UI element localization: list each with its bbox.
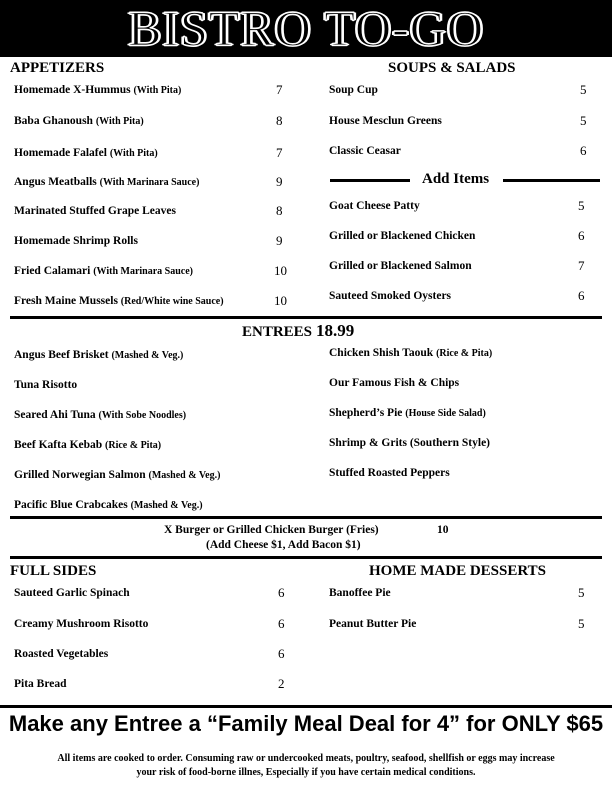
sides-heading: FULL SIDES	[10, 563, 97, 579]
entree-item-name: Stuffed Roasted Peppers	[329, 467, 450, 479]
add-item-item-name: Grilled or Blackened Chicken	[329, 230, 476, 242]
dessert-item-price: 5	[578, 616, 585, 631]
appetizer-item-name: Angus Meatballs	[14, 176, 97, 188]
add-item-item-name: Grilled or Blackened Salmon	[329, 260, 472, 272]
appetizer-item-price: 10	[274, 293, 287, 308]
dessert-item	[329, 617, 416, 631]
appetizer-item-note: (With Pita)	[109, 148, 158, 159]
add-item-item-price: 7	[578, 258, 585, 273]
appetizer-item-name: Fried Calamari	[14, 265, 91, 277]
burger-addons: (Add Cheese $1, Add Bacon $1)	[206, 539, 361, 551]
appetizer-item-price: 10	[274, 263, 287, 278]
appetizer-item-note: (With Marinara Sauce)	[99, 177, 200, 188]
entree-item-note: (With Sobe Noodles)	[98, 410, 187, 421]
add-item-item-price: 6	[578, 288, 585, 303]
entree-item-name: Angus Beef Brisket	[14, 349, 109, 361]
footer-rule	[0, 705, 612, 708]
side-item-price: 6	[278, 585, 285, 600]
entree-item-name: Shrimp & Grits (Southern Style)	[329, 437, 490, 449]
entree-item-note: (Mashed & Veg.)	[148, 470, 221, 481]
appetizer-item-name: Homemade Falafel	[14, 147, 107, 159]
appetizer-item-name: Homemade X-Hummus	[14, 84, 131, 96]
dessert-item-price: 5	[578, 585, 585, 600]
add-item-item-price: 5	[578, 198, 585, 213]
add-items-heading: Add Items	[422, 171, 490, 187]
entrees-heading	[242, 321, 354, 341]
burger-rule-bottom	[10, 556, 602, 559]
burger-item: X Burger or Grilled Chicken Burger (Fries)	[164, 524, 379, 536]
add-item-item	[329, 229, 475, 243]
side-item	[14, 617, 148, 631]
add-items-rule-right	[503, 179, 600, 182]
add-items-rule-left	[330, 179, 410, 182]
entree-item-name: Our Famous Fish & Chips	[329, 377, 460, 389]
appetizer-item-name: Homemade Shrimp Rolls	[14, 235, 138, 247]
burger-rule-top	[10, 516, 602, 519]
soups-heading: SOUPS & SALADS	[388, 60, 516, 76]
appetizers-heading: APPETIZERS	[10, 60, 105, 76]
entree-item-name: Grilled Norwegian Salmon	[14, 469, 146, 481]
appetizer-item	[14, 175, 199, 190]
entree-item-name: Pacific Blue Crabcakes	[14, 499, 128, 511]
side-item	[14, 586, 130, 600]
side-item-price: 2	[278, 676, 285, 691]
side-item-name: Roasted Vegetables	[14, 648, 109, 660]
entrees-price: 18.99	[316, 321, 355, 340]
desserts-heading: HOME MADE DESSERTS	[369, 563, 547, 579]
soup-item-name: House Mesclun Greens	[329, 115, 442, 127]
dessert-item	[329, 586, 391, 600]
side-item-price: 6	[278, 616, 285, 631]
disclaimer-line-1: All items are cooked to order. Consuming raw or undercooked meats, poultry, seafood, shellfish or eggs may increase	[57, 753, 555, 764]
appetizer-item-price: 7	[276, 145, 283, 160]
side-item	[14, 647, 108, 661]
appetizer-item	[14, 234, 138, 249]
entree-item	[14, 408, 186, 423]
soup-item-price: 6	[580, 143, 587, 158]
add-item-item	[329, 259, 472, 273]
appetizer-item-price: 8	[276, 203, 283, 218]
dessert-item-name: Banoffee Pie	[329, 587, 391, 599]
appetizer-item-price: 7	[276, 82, 283, 97]
entree-item-note: (Mashed & Veg.)	[130, 500, 203, 511]
dessert-item-name: Peanut Butter Pie	[329, 618, 417, 630]
appetizer-item-note: (With Marinara Sauce)	[93, 266, 194, 277]
entree-item-note: (Rice & Pita)	[105, 440, 162, 451]
appetizer-item-note: (With Pita)	[95, 116, 144, 127]
soup-item	[329, 83, 378, 97]
appetizer-item-note: (With Pita)	[133, 85, 182, 96]
entree-item-name: Seared Ahi Tuna	[14, 409, 96, 421]
side-item	[14, 677, 67, 691]
soup-item-price: 5	[580, 113, 587, 128]
entree-item-name: Chicken Shish Taouk	[329, 347, 434, 359]
appetizer-item-price: 8	[276, 113, 283, 128]
add-item-item	[329, 289, 451, 303]
appetizer-item	[14, 204, 176, 219]
family-meal-deal: Make any Entree a “Family Meal Deal for 4” for ONLY $65	[8, 711, 604, 736]
appetizer-item	[14, 146, 158, 161]
soup-item-price: 5	[580, 82, 587, 97]
side-item-name: Sauteed Garlic Spinach	[14, 587, 130, 599]
appetizer-item-name: Marinated Stuffed Grape Leaves	[14, 205, 176, 217]
entree-item	[14, 438, 161, 453]
menu-title: BISTRO TO-GO	[127, 0, 485, 56]
add-item-item-price: 6	[578, 228, 585, 243]
appetizer-item-name: Baba Ghanoush	[14, 115, 93, 127]
entree-item	[14, 378, 77, 393]
entrees-rule-top	[10, 316, 602, 319]
entree-item-name: Tuna Risotto	[14, 379, 78, 391]
appetizer-item	[14, 83, 181, 98]
side-item-price: 6	[278, 646, 285, 661]
disclaimer-line-2: your risk of food-borne illnes, Especially if you have certain medical conditions.	[136, 767, 476, 778]
add-item-item	[329, 199, 420, 213]
soup-item	[329, 144, 401, 158]
soup-item	[329, 114, 442, 128]
entree-item-note: (Mashed & Veg.)	[111, 350, 184, 361]
burger-price: 10	[437, 524, 449, 536]
appetizer-item-price: 9	[276, 233, 283, 248]
add-item-item-name: Sauteed Smoked Oysters	[329, 290, 452, 302]
entree-item-name: Beef Kafta Kebab	[14, 439, 103, 451]
soup-item-name: Soup Cup	[329, 84, 378, 96]
entree-item	[14, 498, 203, 513]
entree-item	[329, 376, 459, 391]
appetizer-item-price: 9	[276, 174, 283, 189]
appetizer-item	[14, 294, 224, 309]
appetizer-item	[14, 114, 144, 129]
entree-item	[329, 406, 486, 421]
entrees-heading-label: ENTREES	[242, 324, 313, 340]
side-item-name: Pita Bread	[14, 678, 67, 690]
side-item-name: Creamy Mushroom Risotto	[14, 618, 149, 630]
entree-item	[14, 468, 220, 483]
appetizer-item	[14, 264, 193, 279]
entree-item	[329, 436, 490, 451]
entree-item-note: (Rice & Pita)	[436, 348, 493, 359]
appetizer-item-name: Fresh Maine Mussels	[14, 295, 118, 307]
entree-item	[329, 346, 492, 361]
entree-item-note: (House Side Salad)	[405, 408, 486, 419]
soup-item-name: Classic Ceasar	[329, 145, 401, 157]
appetizer-item-note: (Red/White wine Sauce)	[120, 296, 224, 307]
add-item-item-name: Goat Cheese Patty	[329, 200, 420, 212]
entree-item-name: Shepherd’s Pie	[329, 407, 403, 419]
entree-item	[14, 348, 183, 363]
entree-item	[329, 466, 450, 481]
